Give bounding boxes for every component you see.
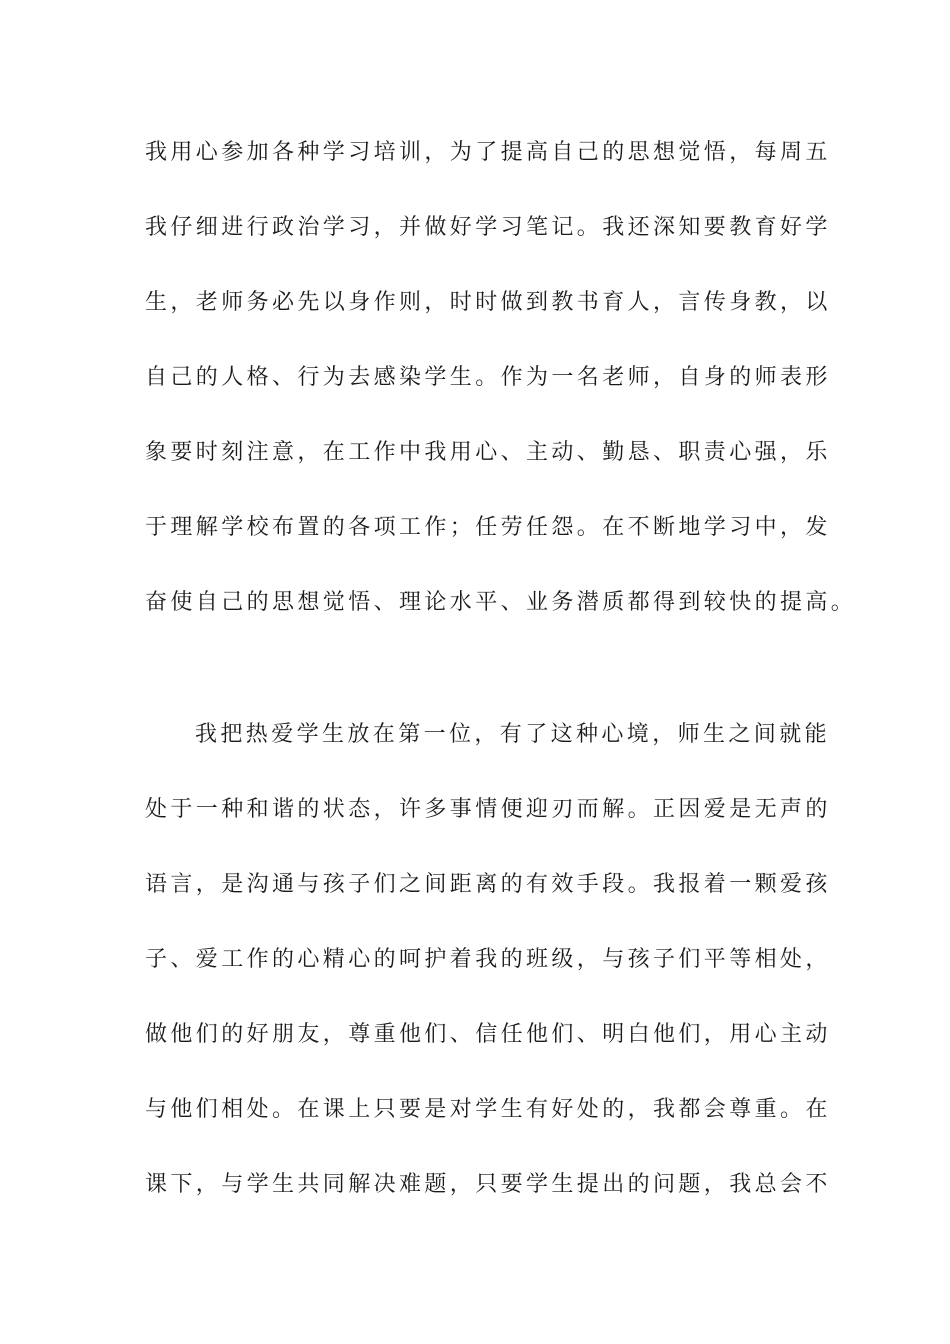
text-line: 我把热爱学生放在第一位，有了这种心境，师生之间就能 <box>195 722 831 747</box>
text-line: 子、爱工作的心精心的呵护着我的班级，与孩子们平等相处， <box>145 947 831 972</box>
text-line: 于理解学校布置的各项工作；任劳任怨。在不断地学习中，发 <box>145 515 831 540</box>
paragraph-love-students <box>145 709 831 1234</box>
text-line: 做他们的好朋友，尊重他们、信任他们、明白他们，用心主动 <box>145 1022 831 1047</box>
paragraph-study <box>145 127 857 652</box>
text-line: 语言，是沟通与孩子们之间距离的有效手段。我报着一颗爱孩 <box>145 872 831 897</box>
text-line: 我仔细进行政治学习，并做好学习笔记。我还深知要教育好学 <box>145 215 831 240</box>
text-line: 我用心参加各种学习培训，为了提高自己的思想觉悟，每周五 <box>145 140 831 165</box>
text-line: 与他们相处。在课上只要是对学生有好处的，我都会尊重。在 <box>145 1097 831 1122</box>
text-line: 自己的人格、行为去感染学生。作为一名老师，自身的师表形 <box>145 365 831 390</box>
text-line: 象要时刻注意，在工作中我用心、主动、勤恳、职责心强，乐 <box>145 440 831 465</box>
text-line: 生，老师务必先以身作则，时时做到教书育人，言传身教，以 <box>145 290 831 315</box>
text-line: 奋使自己的思想觉悟、理论水平、业务潜质都得到较快的提高。 <box>145 590 857 615</box>
text-line: 处于一种和谐的状态，许多事情便迎刃而解。正因爱是无声的 <box>145 797 831 822</box>
text-line: 课下，与学生共同解决难题，只要学生提出的问题，我总会不 <box>145 1172 831 1197</box>
